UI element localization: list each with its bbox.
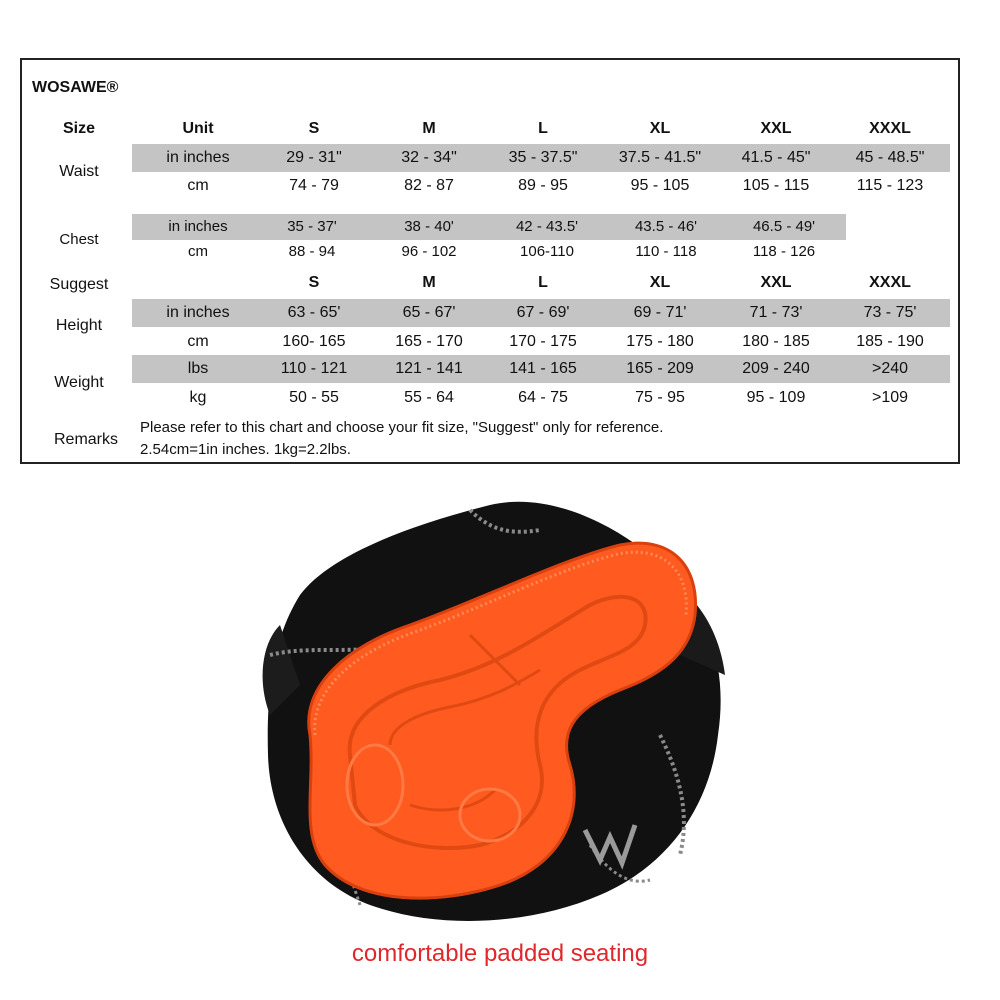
brand-label: WOSAWE® bbox=[32, 79, 119, 96]
size-header-l: L bbox=[538, 120, 548, 137]
height-cm-l: 170 - 175 bbox=[509, 333, 577, 350]
height-cm-xl: 175 - 180 bbox=[626, 333, 694, 350]
suggest-size-l: L bbox=[538, 274, 548, 291]
weight-lbs-xl: 165 - 209 bbox=[626, 360, 694, 377]
height-label: Height bbox=[55, 317, 103, 334]
waist-cm-unit: cm bbox=[187, 177, 209, 194]
weight-kg-unit: kg bbox=[189, 389, 207, 406]
waist-cm-xl: 95 - 105 bbox=[630, 177, 690, 194]
chest-inches-xxl: 46.5 - 49' bbox=[752, 218, 816, 235]
waist-inches-m: 32 - 34" bbox=[401, 149, 457, 166]
chest-inches-l: 42 - 43.5' bbox=[515, 218, 579, 235]
waist-inches-xxxl: 45 - 48.5" bbox=[855, 149, 925, 166]
height-cm-xxxl: 185 - 190 bbox=[856, 333, 924, 350]
size-header: Size bbox=[62, 120, 96, 137]
waist-inches-s: 29 - 31" bbox=[286, 149, 342, 166]
size-chart-table bbox=[20, 58, 960, 464]
chest-inches-xl: 43.5 - 46' bbox=[634, 218, 698, 235]
height-inches-m: 65 - 67' bbox=[402, 304, 456, 321]
height-inches-xxl: 71 - 73' bbox=[749, 304, 803, 321]
suggest-size-s: S bbox=[308, 274, 320, 291]
height-cm-unit: cm bbox=[187, 333, 209, 350]
chest-cm-xxl: 118 - 126 bbox=[752, 243, 816, 260]
size-header-xxxl: XXXL bbox=[869, 120, 911, 137]
chest-cm-l: 106-110 bbox=[520, 243, 574, 260]
weight-lbs-unit: lbs bbox=[187, 360, 209, 377]
weight-kg-xl: 75 - 95 bbox=[635, 389, 685, 406]
remarks-line-2: 2.54cm=1in inches. 1kg=2.2lbs. bbox=[140, 441, 351, 458]
size-header-xxl: XXL bbox=[760, 120, 792, 137]
chest-cm-m: 96 - 102 bbox=[401, 243, 457, 260]
weight-kg-xxl: 95 - 109 bbox=[746, 389, 806, 406]
chest-inches-s: 35 - 37' bbox=[287, 218, 337, 235]
product-caption: comfortable padded seating bbox=[351, 940, 649, 967]
weight-lbs-s: 110 - 121 bbox=[280, 360, 348, 377]
chest-label: Chest bbox=[59, 231, 99, 248]
size-header-s: S bbox=[308, 120, 320, 137]
size-header-xl: XL bbox=[649, 120, 671, 137]
height-inches-s: 63 - 65' bbox=[287, 304, 341, 321]
chest-inches-unit: in inches bbox=[168, 218, 228, 235]
suggest-label: Suggest bbox=[49, 276, 109, 293]
waist-cm-s: 74 - 79 bbox=[289, 177, 339, 194]
height-cm-xxl: 180 - 185 bbox=[742, 333, 810, 350]
suggest-size-xxxl: XXXL bbox=[869, 274, 911, 291]
waist-inches-l: 35 - 37.5" bbox=[508, 149, 578, 166]
unit-header: Unit bbox=[182, 120, 214, 137]
waist-cm-m: 82 - 87 bbox=[404, 177, 454, 194]
waist-cm-xxl: 105 - 115 bbox=[742, 177, 810, 194]
height-inches-unit: in inches bbox=[166, 304, 230, 321]
weight-lbs-l: 141 - 165 bbox=[509, 360, 577, 377]
weight-kg-l: 64 - 75 bbox=[518, 389, 568, 406]
chest-inches-m: 38 - 40' bbox=[404, 218, 454, 235]
size-header-m: M bbox=[422, 120, 436, 137]
suggest-size-xxl: XXL bbox=[760, 274, 792, 291]
height-inches-xxxl: 73 - 75' bbox=[863, 304, 917, 321]
suggest-size-xl: XL bbox=[649, 274, 671, 291]
remarks-label: Remarks bbox=[53, 431, 119, 448]
waist-inches-xxl: 41.5 - 45" bbox=[741, 149, 811, 166]
weight-lbs-xxxl: >240 bbox=[871, 360, 909, 377]
chest-inches-stripe bbox=[132, 214, 846, 240]
weight-kg-m: 55 - 64 bbox=[404, 389, 454, 406]
weight-kg-s: 50 - 55 bbox=[289, 389, 339, 406]
height-cm-m: 165 - 170 bbox=[395, 333, 463, 350]
waist-label: Waist bbox=[59, 163, 99, 180]
waist-cm-xxxl: 115 - 123 bbox=[856, 177, 924, 194]
weight-label: Weight bbox=[54, 374, 104, 391]
waist-cm-l: 89 - 95 bbox=[518, 177, 568, 194]
weight-kg-xxxl: >109 bbox=[871, 389, 909, 406]
suggest-size-m: M bbox=[422, 274, 436, 291]
chest-cm-s: 88 - 94 bbox=[288, 243, 336, 260]
waist-inches-xl: 37.5 - 41.5" bbox=[618, 149, 702, 166]
remarks-line-1: Please refer to this chart and choose your fit size, "Suggest" only for reference. bbox=[140, 419, 664, 436]
weight-lbs-m: 121 - 141 bbox=[395, 360, 463, 377]
weight-lbs-xxl: 209 - 240 bbox=[742, 360, 810, 377]
height-inches-xl: 69 - 71' bbox=[633, 304, 687, 321]
chest-cm-unit: cm bbox=[188, 243, 208, 260]
padded-shorts-photo bbox=[240, 485, 740, 945]
waist-inches-unit: in inches bbox=[166, 149, 230, 166]
chest-cm-xl: 110 - 118 bbox=[635, 243, 697, 260]
height-inches-l: 67 - 69' bbox=[516, 304, 570, 321]
height-cm-s: 160- 165 bbox=[282, 333, 346, 350]
